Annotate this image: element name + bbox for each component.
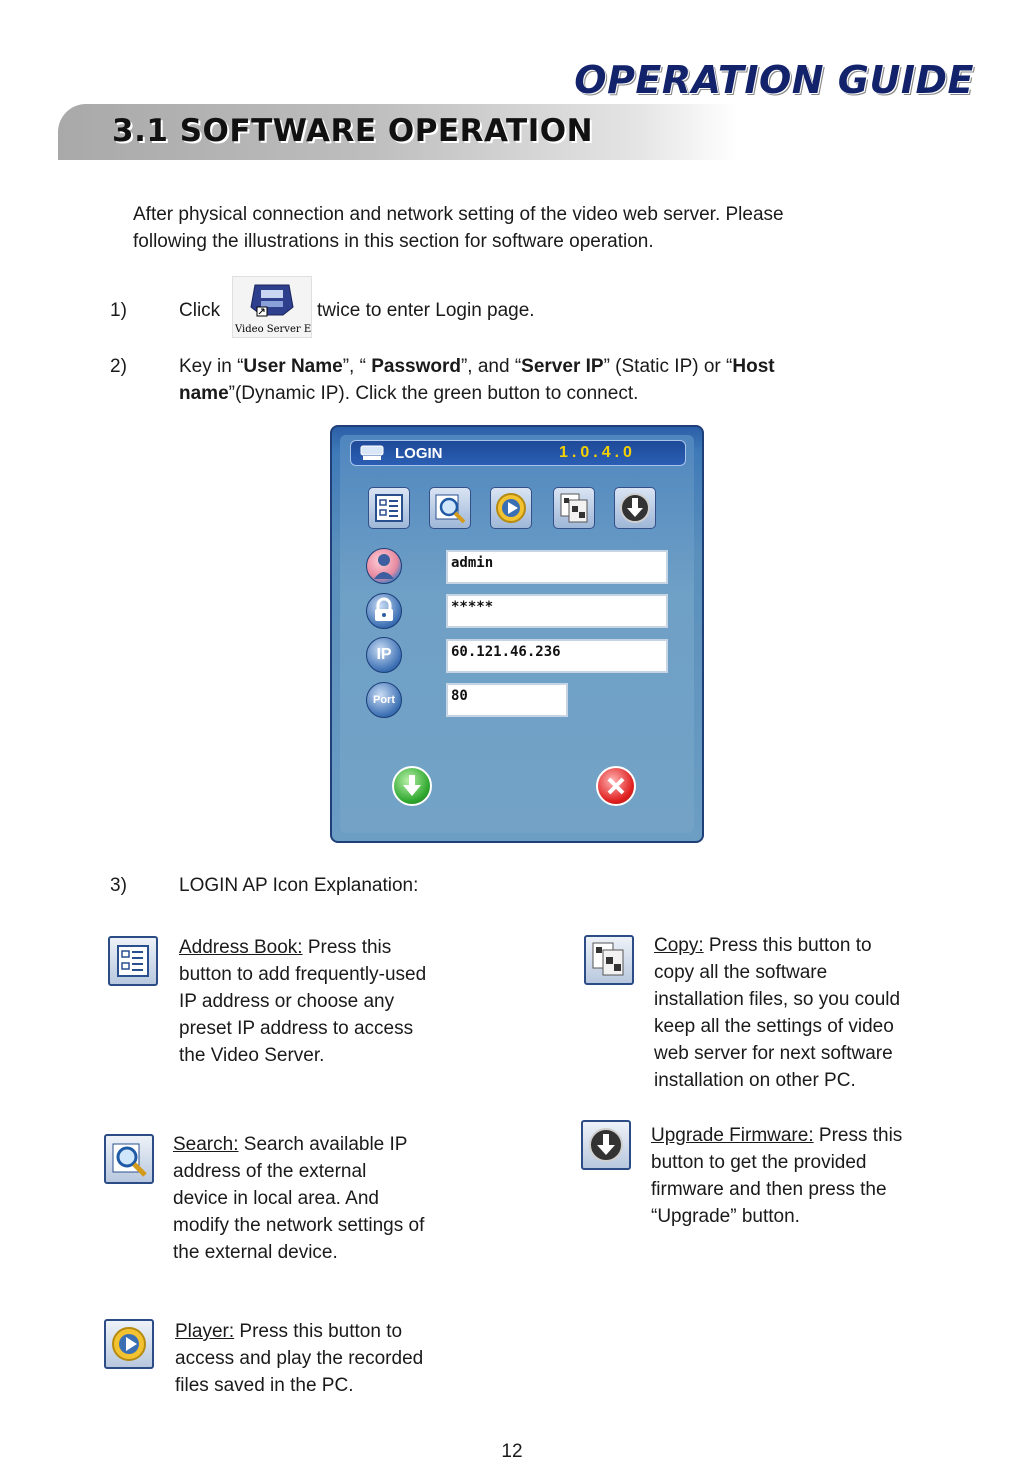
copy-line-1 [654, 932, 974, 959]
player-icon [106, 1321, 152, 1367]
step-2-host-term: Host [732, 356, 775, 377]
address-book-line: preset IP address to access [179, 1018, 414, 1039]
step-2-line-2 [179, 380, 939, 407]
upgrade-line: button to get the provided [651, 1152, 867, 1173]
lock-icon [366, 593, 402, 629]
intro-paragraph [133, 201, 784, 255]
login-window [330, 425, 704, 843]
connect-button[interactable] [392, 766, 432, 806]
search-line-1 [173, 1131, 493, 1158]
login-version: 1.0.4.0 [559, 444, 636, 461]
search-line: address of the external [173, 1161, 367, 1182]
user-icon [366, 548, 402, 584]
guide-title: OPERATION GUIDE [574, 58, 974, 102]
search-icon-sample [104, 1134, 154, 1184]
step-1-text: twice to enter Login page. [317, 300, 535, 321]
step-2-serverip-term: Server IP [521, 356, 604, 377]
search-line: modify the network settings of [173, 1215, 425, 1236]
section-title: 3.1 SOFTWARE OPERATION [112, 113, 594, 149]
address-book-text: Press this [307, 937, 392, 958]
step-2-part: ”, “ [342, 356, 372, 377]
video-server-shortcut[interactable] [232, 276, 312, 338]
padlock-icon [367, 594, 401, 628]
cancel-button[interactable] [596, 766, 636, 806]
copy-line: installation on other PC. [654, 1070, 856, 1091]
upgrade-title: Upgrade Firmware: [651, 1125, 814, 1146]
close-icon [598, 768, 634, 804]
port-icon: Port [366, 682, 402, 718]
step-3-text: LOGIN AP Icon Explanation: [179, 875, 419, 896]
step-1-click: Click [179, 300, 221, 321]
login-title: LOGIN [395, 445, 443, 462]
search-button[interactable] [429, 487, 471, 529]
step-2-part: ”(Dynamic IP). Click the green button to connect. [228, 383, 639, 404]
upgrade-line: “Upgrade” button. [651, 1206, 800, 1227]
search-line: device in local area. And [173, 1188, 379, 1209]
copy-button[interactable] [553, 487, 595, 529]
player-title: Player: [175, 1321, 235, 1342]
step-2-password-term: Password [371, 356, 461, 377]
search-explanation [173, 1131, 493, 1266]
copy-icon [554, 488, 594, 528]
address-book-line: the Video Server. [179, 1045, 325, 1066]
copy-text: Press this button to [708, 935, 872, 956]
player-line-1 [175, 1318, 495, 1345]
address-book-explanation [179, 934, 499, 1069]
address-book-icon-sample [108, 936, 158, 986]
step-3-number: 3) [110, 875, 127, 896]
address-book-line: IP address or choose any [179, 991, 395, 1012]
search-icon [430, 488, 470, 528]
step-2-part: ” (Static IP) or “ [603, 356, 733, 377]
intro-line-1: After physical connection and network setting of the video web server. Please [133, 204, 784, 225]
upgrade-line-1 [651, 1122, 971, 1149]
copy-line: copy all the software [654, 962, 828, 983]
search-icon [106, 1136, 152, 1182]
search-line: the external device. [173, 1242, 338, 1263]
copy-line: installation files, so you could [654, 989, 901, 1010]
login-titlebar [350, 440, 686, 466]
step-2-username-term: User Name [243, 356, 343, 377]
address-book-line: button to add frequently-used [179, 964, 427, 985]
player-icon-sample [104, 1319, 154, 1369]
player-text: Press this button to [239, 1321, 403, 1342]
search-title: Search: [173, 1134, 239, 1155]
copy-line: keep all the settings of video [654, 1016, 894, 1037]
copy-explanation [654, 932, 974, 1094]
upgrade-icon-sample [581, 1120, 631, 1170]
step-2-text [179, 353, 939, 407]
step-2-number: 2) [110, 356, 127, 377]
search-text: Search available IP [243, 1134, 408, 1155]
page-number: 12 [501, 1441, 523, 1462]
port-field[interactable]: 80 [446, 683, 568, 717]
address-book-title: Address Book: [179, 937, 303, 958]
player-line: access and play the recorded [175, 1348, 424, 1369]
player-button[interactable] [490, 487, 532, 529]
player-icon [491, 488, 531, 528]
ip-icon: IP [366, 637, 402, 673]
step-2-line-1 [179, 353, 939, 380]
copy-line: web server for next software [654, 1043, 893, 1064]
player-line: files saved in the PC. [175, 1375, 354, 1396]
address-book-icon [369, 488, 409, 528]
copy-icon-sample [584, 935, 634, 985]
upgrade-firmware-button[interactable] [614, 487, 656, 529]
copy-title: Copy: [654, 935, 704, 956]
address-book-line-1 [179, 934, 499, 961]
step-2-part: ”, and “ [460, 356, 522, 377]
intro-line-2: following the illustrations in this section for software operation. [133, 231, 654, 252]
step-1-number: 1) [110, 300, 127, 321]
upgrade-line: firmware and then press the [651, 1179, 887, 1200]
password-field[interactable]: ***** [446, 594, 668, 628]
upgrade-text: Press this [818, 1125, 903, 1146]
username-field[interactable]: admin [446, 550, 668, 584]
address-book-icon [110, 938, 156, 984]
download-icon [583, 1122, 629, 1168]
step-2-name-term: name [179, 383, 229, 404]
upgrade-explanation [651, 1122, 971, 1230]
copy-icon [586, 937, 632, 983]
green-arrow-down-icon [394, 768, 430, 804]
shortcut-label: Video Server E [235, 324, 312, 335]
user-figure-icon [367, 549, 401, 583]
server-icon [359, 444, 387, 462]
server-ip-field[interactable]: 60.121.46.236 [446, 639, 668, 673]
step-2-part: Key in “ [179, 356, 244, 377]
player-explanation [175, 1318, 495, 1399]
download-icon [615, 488, 655, 528]
address-book-button[interactable] [368, 487, 410, 529]
